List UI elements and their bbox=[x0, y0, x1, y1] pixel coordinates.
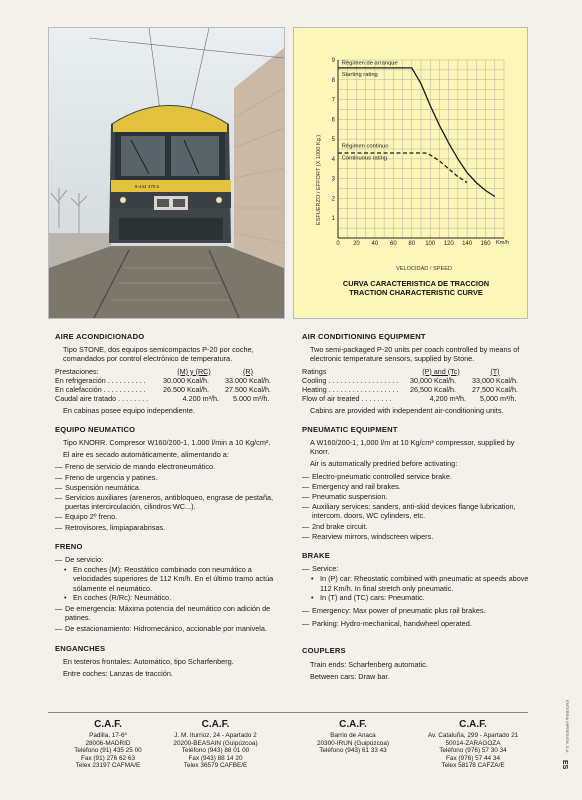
row-key: Caudal aire tratado . . . . . . . . bbox=[55, 393, 149, 403]
y-tick-label: 7 bbox=[331, 97, 335, 104]
freno-servicio: — De servicio: bbox=[55, 555, 283, 564]
y-tick-label: 5 bbox=[331, 137, 335, 144]
curve-annotation: Régimen de arranque bbox=[341, 60, 398, 67]
company-name: C.A.F. bbox=[201, 719, 230, 730]
neumatico-lead: El aire es secado automáticamente, alimentando a: bbox=[63, 450, 229, 460]
spanish-column bbox=[55, 332, 283, 688]
curve-annotation: Régimen continuo bbox=[341, 143, 389, 150]
train-number: 9-444 370 6 bbox=[135, 184, 160, 189]
telex-line: Telex 23197 CAFMA/E bbox=[75, 762, 141, 770]
x-axis-label: VELOCIDAD / SPEED bbox=[396, 266, 452, 272]
starting-rating-line bbox=[338, 68, 495, 197]
address-beasain bbox=[153, 719, 278, 770]
chart-subtitle: TRACTION CHARACTERISTIC CURVE bbox=[349, 288, 483, 297]
x-tick-label: 0 bbox=[336, 241, 340, 247]
table-row bbox=[55, 394, 271, 403]
train-photo bbox=[48, 27, 285, 319]
row-key: Heating . . . . . . . . . . . . . . . . . . bbox=[302, 384, 399, 394]
aire-table-header bbox=[55, 367, 271, 376]
freno-title: FRENO bbox=[55, 541, 83, 551]
pneumatic-title: PNEUMATIC EQUIPMENT bbox=[302, 424, 398, 434]
address-line: Padilla, 17-6º bbox=[89, 732, 127, 739]
x-tick-label: 160 bbox=[480, 241, 491, 247]
address-line: 20200-BEASAIN (Guipúzcoa) bbox=[173, 739, 258, 747]
page-marker: ES bbox=[561, 760, 568, 770]
list-item: — Suspensión neumática. bbox=[55, 483, 283, 492]
couplers-line2: Between cars: Draw bar. bbox=[310, 671, 390, 681]
brake-service: — Service: bbox=[302, 564, 530, 573]
neumatico-section bbox=[55, 425, 283, 532]
phone-line: Teléfono (943) 88 01 00 bbox=[181, 747, 250, 755]
list-item: — Servicios auxiliares (areneros, antibloqueo, engrase de pestaña, puertas intercirculación, cilindros WC...). bbox=[55, 493, 283, 511]
x-tick-label: 120 bbox=[443, 241, 454, 247]
list-item: — Auxiliary services: sanders, anti-skid devices flange lubrication, intercom. doors, WC cylinders, etc. bbox=[302, 502, 530, 520]
couplers-line1: Train ends: Scharfenberg automatic. bbox=[310, 659, 428, 669]
traction-chart bbox=[293, 27, 528, 319]
freno-section bbox=[55, 542, 283, 634]
row-a: 26,500 Kcal/h. bbox=[410, 384, 456, 394]
air-title: AIR CONDITIONING EQUIPMENT bbox=[302, 332, 426, 341]
neumatico-intro: Tipo KNORR. Compresor W160/200-1, 1.000 l/min a 10 Kg/cm². bbox=[63, 438, 271, 448]
printer-credit: ENTERRIA IMPRESION, S.A. bbox=[565, 700, 570, 754]
air-intro: Two semi-packaged P-20 units per coach controlled by means of electronic temperature sensors, supplied by Stone. bbox=[310, 345, 520, 364]
list-item: — Pneumatic suspension. bbox=[302, 492, 530, 501]
freno-estacionamiento: — De estacionamiento: Hidromecánico, accionable por manivela. bbox=[55, 624, 283, 633]
enganches-line2: Entre coches: Lanzas de tracción. bbox=[63, 669, 173, 679]
air-note: Cabins are provided with independent air-conditioning units. bbox=[310, 405, 504, 415]
address-line: J. M. Iturrioz, 24 - Apartado 2 bbox=[174, 732, 257, 739]
couplers-title: COUPLERS bbox=[302, 646, 346, 656]
air-table-label: Ratings bbox=[302, 366, 327, 376]
row-a: 4,200 m³/h. bbox=[429, 393, 466, 403]
traction-chart-svg bbox=[294, 28, 527, 318]
pneumatic-section bbox=[302, 425, 530, 541]
pneumatic-intro: A W160/200-1, 1,000 l/m at 10 Kg/cm³ compressor, supplied by Knorr. bbox=[310, 438, 515, 457]
row-a: 4.200 m³/h. bbox=[182, 393, 219, 403]
y-tick-label: 6 bbox=[331, 117, 335, 124]
aire-section bbox=[55, 332, 283, 415]
train-illustration bbox=[49, 28, 284, 318]
english-column bbox=[302, 332, 530, 691]
curve-annotation: Starting rating bbox=[341, 71, 378, 78]
phone-line: Teléfono (976) 57 30 34 bbox=[439, 747, 507, 755]
row-a: 30,000 Kcal/h. bbox=[410, 375, 456, 385]
x-tick-label: 60 bbox=[389, 241, 397, 247]
x-tick-label: 80 bbox=[408, 241, 416, 247]
row-b: 5.000 m³/h. bbox=[233, 393, 270, 403]
air-section bbox=[302, 332, 530, 415]
table-row bbox=[55, 376, 271, 385]
company-name: C.A.F. bbox=[94, 719, 122, 730]
row-b: 27.500 Kcal/h. bbox=[225, 384, 271, 394]
brake-bullet-t: • In (T) and (TC) cars: Pneumatic. bbox=[302, 593, 530, 602]
chart-title: CURVA CARACTERISTICA DE TRACCION bbox=[342, 279, 490, 288]
address-madrid bbox=[48, 719, 168, 770]
freno-emergencia: — De emergencia: Máxima potencia del neumático con adición de patines. bbox=[55, 604, 283, 622]
footer-addresses bbox=[48, 712, 528, 773]
list-item: — Freno de urgencia y patines. bbox=[55, 473, 283, 482]
brake-section bbox=[302, 551, 530, 628]
brake-parking: — Parking: Hydro-mechanical, handwheel operated. bbox=[302, 619, 530, 628]
y-tick-label: 3 bbox=[331, 176, 335, 183]
enganches-line1: En testeros frontales: Automático, tipo Scharfenberg. bbox=[63, 656, 234, 666]
fax-line: Fax (976) 57 44 34 bbox=[446, 754, 500, 762]
address-zaragoza bbox=[413, 719, 533, 770]
row-b: 27,500 Kcal/h. bbox=[472, 384, 518, 394]
fax-line: Fax (943) 88 14 20 bbox=[188, 754, 243, 762]
curve-annotation: Continuous rating bbox=[341, 155, 388, 162]
enganches-section bbox=[55, 644, 283, 679]
list-item: — Rearview mirrors, windscreen wipers. bbox=[302, 532, 530, 541]
x-tick-label: 100 bbox=[425, 241, 436, 247]
address-irun bbox=[293, 719, 413, 755]
row-key: Flow of air treated . . . . . . . . bbox=[302, 393, 392, 403]
freno-bullet-m: • En coches (M): Reostático combinado con neumático a velocidades superiores de 112 Km/h. En el último tramo actúa sólamente el neumático. bbox=[55, 565, 283, 593]
list-item: — Freno de servicio de mando electroneumático. bbox=[55, 462, 283, 471]
aire-table bbox=[55, 367, 271, 403]
row-a: 30.000 Kcal/h. bbox=[163, 375, 209, 385]
aire-intro: Tipo STONE, dos equipos semicompactos P-20 por coche, comandados por control electrónico de temperatura. bbox=[63, 345, 254, 364]
row-b: 33.000 Kcal/h. bbox=[225, 375, 271, 385]
x-tick-label: 20 bbox=[353, 241, 360, 247]
y-axis-label: ESFUERZO / EFFORT (X 1000 Kg.) bbox=[316, 134, 322, 226]
air-table-header bbox=[302, 367, 518, 376]
y-tick-label: 1 bbox=[331, 216, 335, 223]
fax-line: Fax (91) 276 62 63 bbox=[81, 754, 135, 762]
aire-table-label: Prestaciones: bbox=[55, 366, 99, 376]
table-row bbox=[55, 385, 271, 394]
neumatico-title: EQUIPO NEUMATICO bbox=[55, 424, 136, 434]
aire-note: En cabinas posee equipo independiente. bbox=[63, 405, 195, 415]
air-table bbox=[302, 367, 518, 403]
x-tick-label: 40 bbox=[371, 241, 379, 247]
y-tick-label: 2 bbox=[331, 196, 335, 203]
row-b: 33,000 Kcal/h. bbox=[472, 375, 518, 385]
address-line: Barrio de Anaca bbox=[330, 732, 376, 739]
x-tick-label: 140 bbox=[462, 241, 473, 247]
table-row bbox=[302, 385, 518, 394]
pneumatic-lead: Air is automatically predried before activating: bbox=[310, 459, 458, 469]
address-line: 20300-IRUN (Guipúzcoa) bbox=[316, 739, 390, 747]
row-a: 26.500 Kcal/h. bbox=[163, 384, 209, 394]
row-key: En calefacción . . . . . . . . . . . bbox=[55, 384, 146, 394]
aire-col1: (M) y (RC) bbox=[177, 366, 211, 376]
enganches-title: ENGANCHES bbox=[55, 643, 106, 653]
x-axis-unit: Km/h bbox=[496, 240, 510, 246]
list-item: — Emergency and rail brakes. bbox=[302, 482, 530, 491]
air-col1: (P) and (Tc) bbox=[422, 366, 460, 376]
list-item: — Electro-pneumatic controlled service brake. bbox=[302, 472, 530, 481]
couplers-section bbox=[302, 646, 530, 681]
list-item: — 2nd brake circuit. bbox=[302, 522, 530, 531]
phone-line: Teléfono (943) 61 33 43 bbox=[319, 747, 387, 755]
row-key: Cooling . . . . . . . . . . . . . . . . . . bbox=[302, 375, 399, 385]
list-item: — Retrovisores, limpiaparabrisas. bbox=[55, 523, 283, 532]
address-line: 28006-MADRID bbox=[85, 739, 131, 747]
y-tick-label: 4 bbox=[331, 156, 335, 163]
air-col2: (T) bbox=[490, 366, 500, 376]
telex-line: Telex 36579 CAFBE/E bbox=[183, 762, 248, 770]
telex-line: Telex 58178 CAFZA/E bbox=[441, 762, 505, 770]
aire-title: AIRE ACONDICIONADO bbox=[55, 332, 145, 341]
freno-bullet-r: • En coches (R/Rc): Neumático. bbox=[55, 593, 283, 602]
address-line: 50014-ZARAGOZA bbox=[445, 739, 501, 747]
brake-title: BRAKE bbox=[302, 551, 331, 561]
address-line: Av. Cataluña, 299 - Apartado 21 bbox=[427, 732, 519, 739]
phone-line: Teléfono (91) 435 25 00 bbox=[74, 747, 142, 755]
aire-col2: (R) bbox=[242, 366, 253, 376]
list-item: — Equipo 2º freno. bbox=[55, 512, 283, 521]
y-tick-label: 8 bbox=[331, 77, 335, 84]
row-key: En refrigeración . . . . . . . . . . bbox=[55, 375, 146, 385]
table-row bbox=[302, 394, 518, 403]
row-b: 5,000 m³/h. bbox=[480, 393, 517, 403]
brake-bullet-p: • In (P) car: Rheostatic combined with pneumatic at speeds above 112 Km/h. In final stretch only pneumatic. bbox=[302, 574, 530, 592]
company-name: C.A.F. bbox=[459, 719, 487, 730]
company-name: C.A.F. bbox=[339, 719, 367, 730]
table-row bbox=[302, 376, 518, 385]
y-tick-label: 9 bbox=[331, 58, 335, 64]
brake-emergency: — Emergency: Max power of pneumatic plus rail brakes. bbox=[302, 606, 530, 615]
